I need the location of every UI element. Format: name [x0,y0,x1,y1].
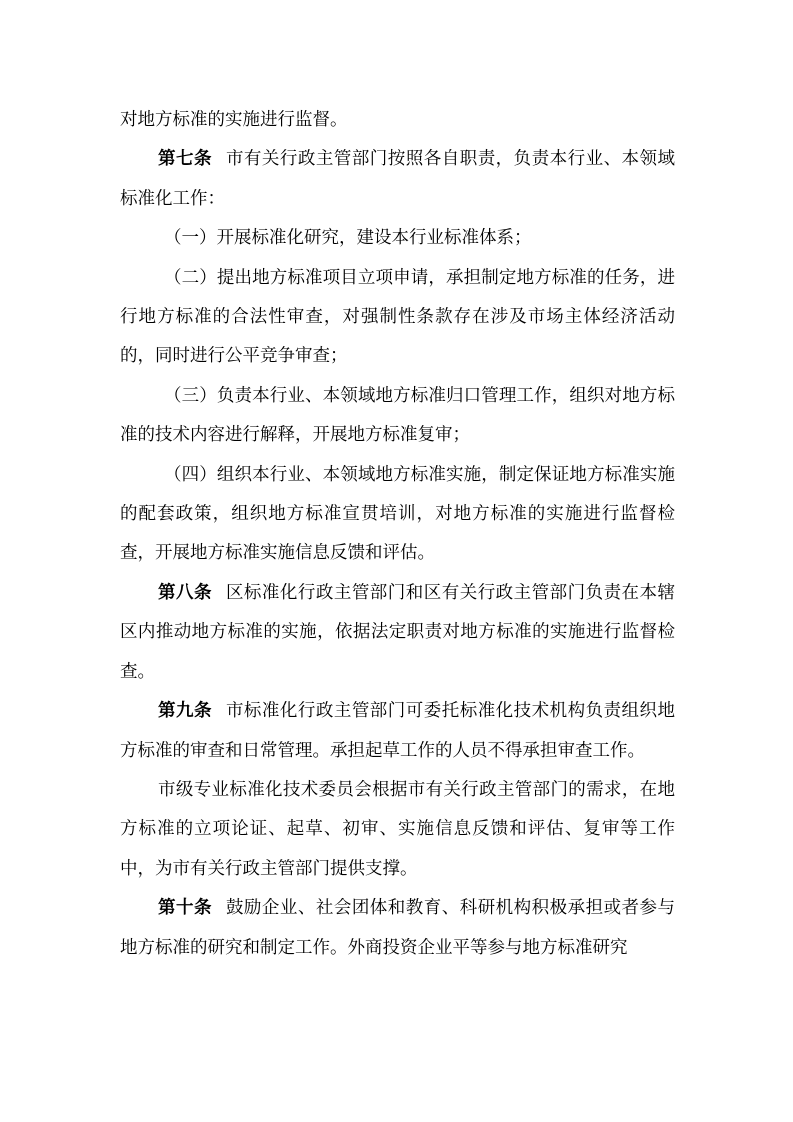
article-9-paragraph-2 [120,771,675,889]
item-text: （四）组织本行业、本领域地方标准实施，制定保证地方标准实施的配套政策，组织地方标准宣贯培训，对地方标准的实施进行监督检查，开展地方标准实施信息反馈和评估。 [120,464,675,564]
article-9 [120,692,675,771]
article-number: 第九条 [158,701,212,722]
article-text: 区标准化行政主管部门和区有关行政主管部门负责在本辖区内推动地方标准的实施，依据法定职责对地方标准的实施进行监督检查。 [120,582,676,682]
article-7-item-4 [120,456,675,574]
paragraph-text: 对地方标准的实施进行监督。 [120,110,348,130]
article-text: 鼓励企业、社会团体和教育、科研机构积极承担或者参与地方标准的研究和制定工作。外商投资企业平等参与地方标准研究 [120,898,676,958]
paragraph-text: 市级专业标准化技术委员会根据市有关行政主管部门的需求，在地方标准的立项论证、起草、初审、实施信息反馈和评估、复审等工作中，为市有关行政主管部门提供支撑。 [120,779,675,879]
article-number: 第七条 [158,149,212,170]
article-8 [120,574,675,692]
document-page [120,101,675,968]
item-text: （三）负责本行业、本领域地方标准归口管理工作，组织对地方标准的技术内容进行解释，开展地方标准复审； [120,385,675,446]
article-7 [120,140,675,219]
item-text: （一）开展标准化研究，建设本行业标准体系； [164,228,532,249]
article-7-item-3 [120,377,675,456]
article-7-item-1 [120,219,675,258]
article-number: 第八条 [158,582,212,603]
paragraph-continuation [120,101,675,140]
article-number: 第十条 [158,898,212,919]
item-text: （二）提出地方标准项目立项申请，承担制定地方标准的任务，进行地方标准的合法性审查，对强制性条款存在涉及市场主体经济活动的，同时进行公平竞争审查； [120,267,675,367]
article-10 [120,889,675,968]
article-text: 市标准化行政主管部门可委托标准化技术机构负责组织地方标准的审查和日常管理。承担起草工作的人员不得承担审查工作。 [120,701,676,761]
article-7-item-2 [120,259,675,377]
article-text: 市有关行政主管部门按照各自职责，负责本行业、本领域标准化工作： [120,149,676,209]
